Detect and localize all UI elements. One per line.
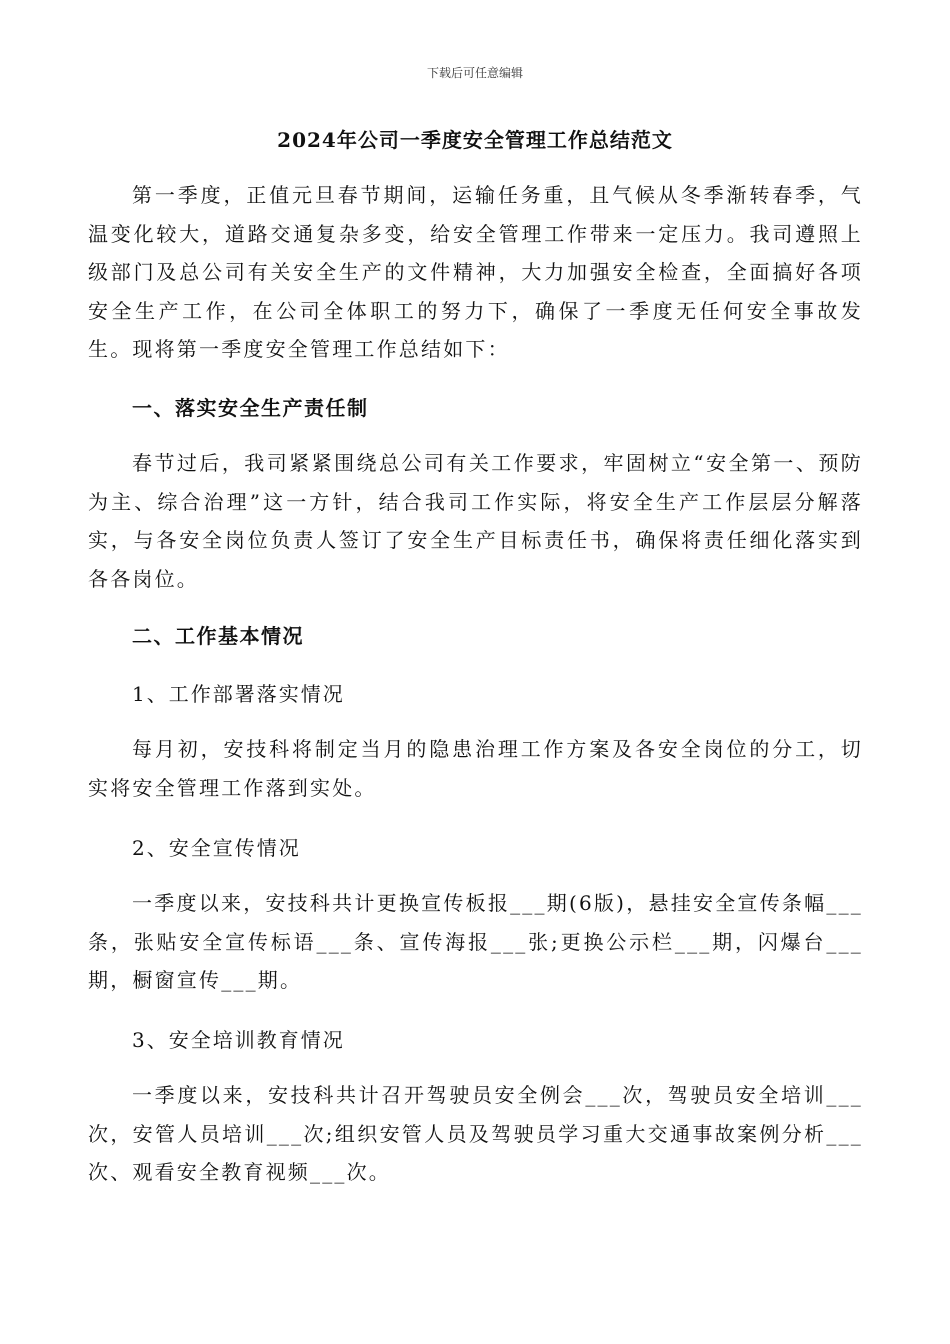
intro-paragraph: 第一季度，正值元旦春节期间，运输任务重，且气候从冬季渐转春季，气温变化较大，道路交通复杂多变，给安全管理工作带来一定压力。我司遵照上级部门及总公司有关安全生产的文件精神，大力加强安全检查，全面搞好各项安全生产工作，在公司全体职工的努力下，确保了一季度无任何安全事故发生。现将第一季度安全管理工作总结如下： [88,183,863,362]
subsection3-paragraph: 一季度以来，安技科共计召开驾驶员安全例会___次，驾驶员安全培训___次，安管人员培训___次;组织安管人员及驾驶员学习重大交通事故案例分析___次、观看安全教育视频___次。 [88,1083,863,1185]
subsection1-heading: 1、工作部署落实情况 [132,682,345,706]
subsection3-heading: 3、安全培训教育情况 [132,1028,345,1052]
subsection2-paragraph: 一季度以来，安技科共计更换宣传板报___期(6版)，悬挂安全宣传条幅___条，张贴安全宣传标语___条、宣传海报___张;更换公示栏___期，闪爆台___期，橱窗宣传___期。 [88,891,863,993]
header-note: 下载后可任意编辑 [426,66,523,80]
section1-paragraph: 春节过后，我司紧紧围绕总公司有关工作要求，牢固树立“安全第一、预防为主、综合治理”这一方针，结合我司工作实际，将安全生产工作层层分解落实，与各安全岗位负责人签订了安全生产目标责任书，确保将责任细化落实到各各岗位。 [88,451,863,591]
subsection2-heading: 2、安全宣传情况 [132,836,301,860]
section1-heading: 一、落实安全生产责任制 [132,396,369,420]
document-title: 2024年公司一季度安全管理工作总结范文 [277,128,673,152]
subsection1-paragraph: 每月初，安技科将制定当月的隐患治理工作方案及各安全岗位的分工，切实将安全管理工作落到实处。 [88,737,863,800]
section2-heading: 二、工作基本情况 [132,624,304,648]
